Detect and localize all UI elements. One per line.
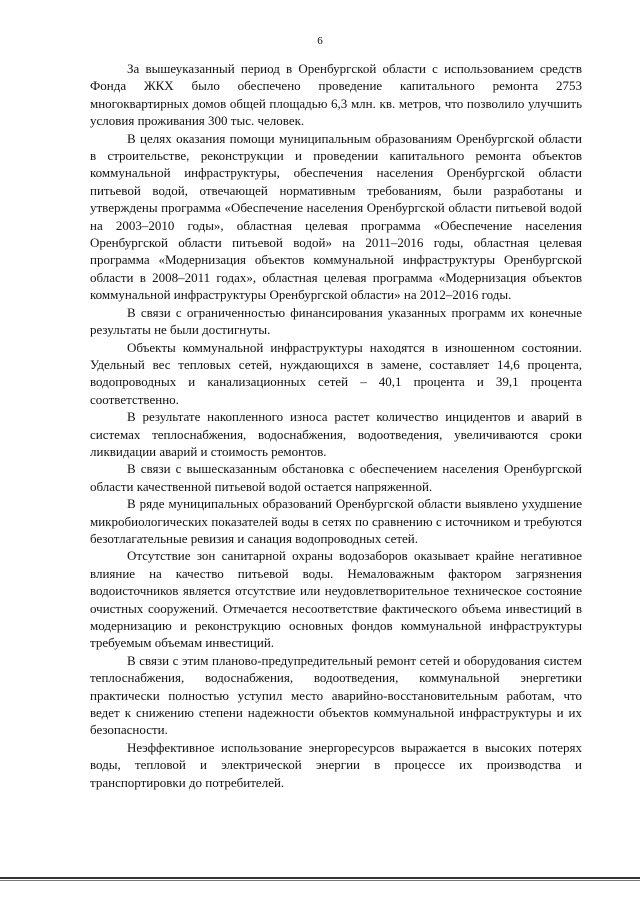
page-number: 6	[317, 35, 323, 47]
scan-bottom-edge-shadow	[0, 880, 640, 881]
paragraph-limited-funding: В связи с ограниченностью финансирования указанных программ их конечные результаты не были достигнуты.	[90, 304, 582, 338]
document-body	[90, 60, 582, 791]
paragraph-programs: В целях оказания помощи муниципальным образованиям Оренбургской области в строительстве, реконструкции и проведении капитального ремонта объектов коммунальной инфраструктуры, обеспечения населения Оренбургской области питьевой водой, отвечающей нормативным требованиям, были разработаны и утверждены программа «Обеспечение населения Оренбургской области питьевой водой на 2003–2010 годы», областная целевая программа «Обеспечение населения Оренбургской области питьевой водой» на 2011–2016 годы, областная целевая программа «Модернизация объектов коммунальной инфраструктуры Оренбургской области в 2008–2011 годах», областная целевая программа «Модернизация объектов коммунальной инфраструктуры Оренбургской области» на 2012–2016 годы.	[90, 130, 582, 303]
paragraph-water-situation: В связи с вышесказанным обстановка с обеспечением населения Оренбургской области качественной питьевой водой остается напряженной.	[90, 461, 582, 494]
paragraph-preventive-repair: В связи с этим планово-предупредительный ремонт сетей и оборудования систем теплоснабжения, водоснабжения, водоотведения, коммунальной энергетики практически полностью уступил место аварийно-восстановительным работам, что ведет к снижению степени надежности объектов коммунальной инфраструктуры и их безопасности.	[90, 652, 582, 738]
scan-bottom-edge	[0, 877, 640, 879]
paragraph-accidents: В результате накопленного износа растет количество инцидентов и аварий в системах теплоснабжения, водоснабжения, водоотведения, увеличиваются сроки ликвидации аварий и стоимость ремонтов.	[90, 409, 582, 459]
paragraph-capital-repair: За вышеуказанный период в Оренбургской области с использованием средств Фонда ЖКХ было обеспечено проведение капитального ремонта 2753 многоквартирных домов общей площадью 6,3 млн. кв. метров, что позволило улучшить условия проживания 300 тыс. человек.	[90, 61, 582, 129]
paragraph-worn-infrastructure: Объекты коммунальной инфраструктуры находятся в изношенном состоянии. Удельный вес тепловых сетей, нуждающихся в замене, составляет 14,6 процента, водопроводных и канализационных сетей – 40,1 процента и 39,1 процента соответственно.	[90, 339, 582, 407]
paragraph-energy-losses: Неэффективное использование энергоресурсов выражается в высоких потерях воды, тепловой и электрической энергии в процессе их производства и транспортировки до потребителей.	[90, 739, 582, 790]
paragraph-microbiology: В ряде муниципальных образований Оренбургской области выявлено ухудшение микробиологических показателей воды в сетях по сравнению с источником и требуются безотлагательные ревизия и санация водопроводных сетей.	[90, 496, 582, 546]
paragraph-sanitary-zones: Отсутствие зон санитарной охраны водозаборов оказывает крайне негативное влияние на качество питьевой воды. Немаловажным фактором загрязнения водоисточников является отсутствие или неудовлетворительное техническое состояние очистных сооружений. Отмечается несоответствие фактического объема инвестиций в модернизацию и реконструкцию основных фондов коммунальной инфраструктуры требуемым объемам инвестиций.	[90, 548, 582, 651]
